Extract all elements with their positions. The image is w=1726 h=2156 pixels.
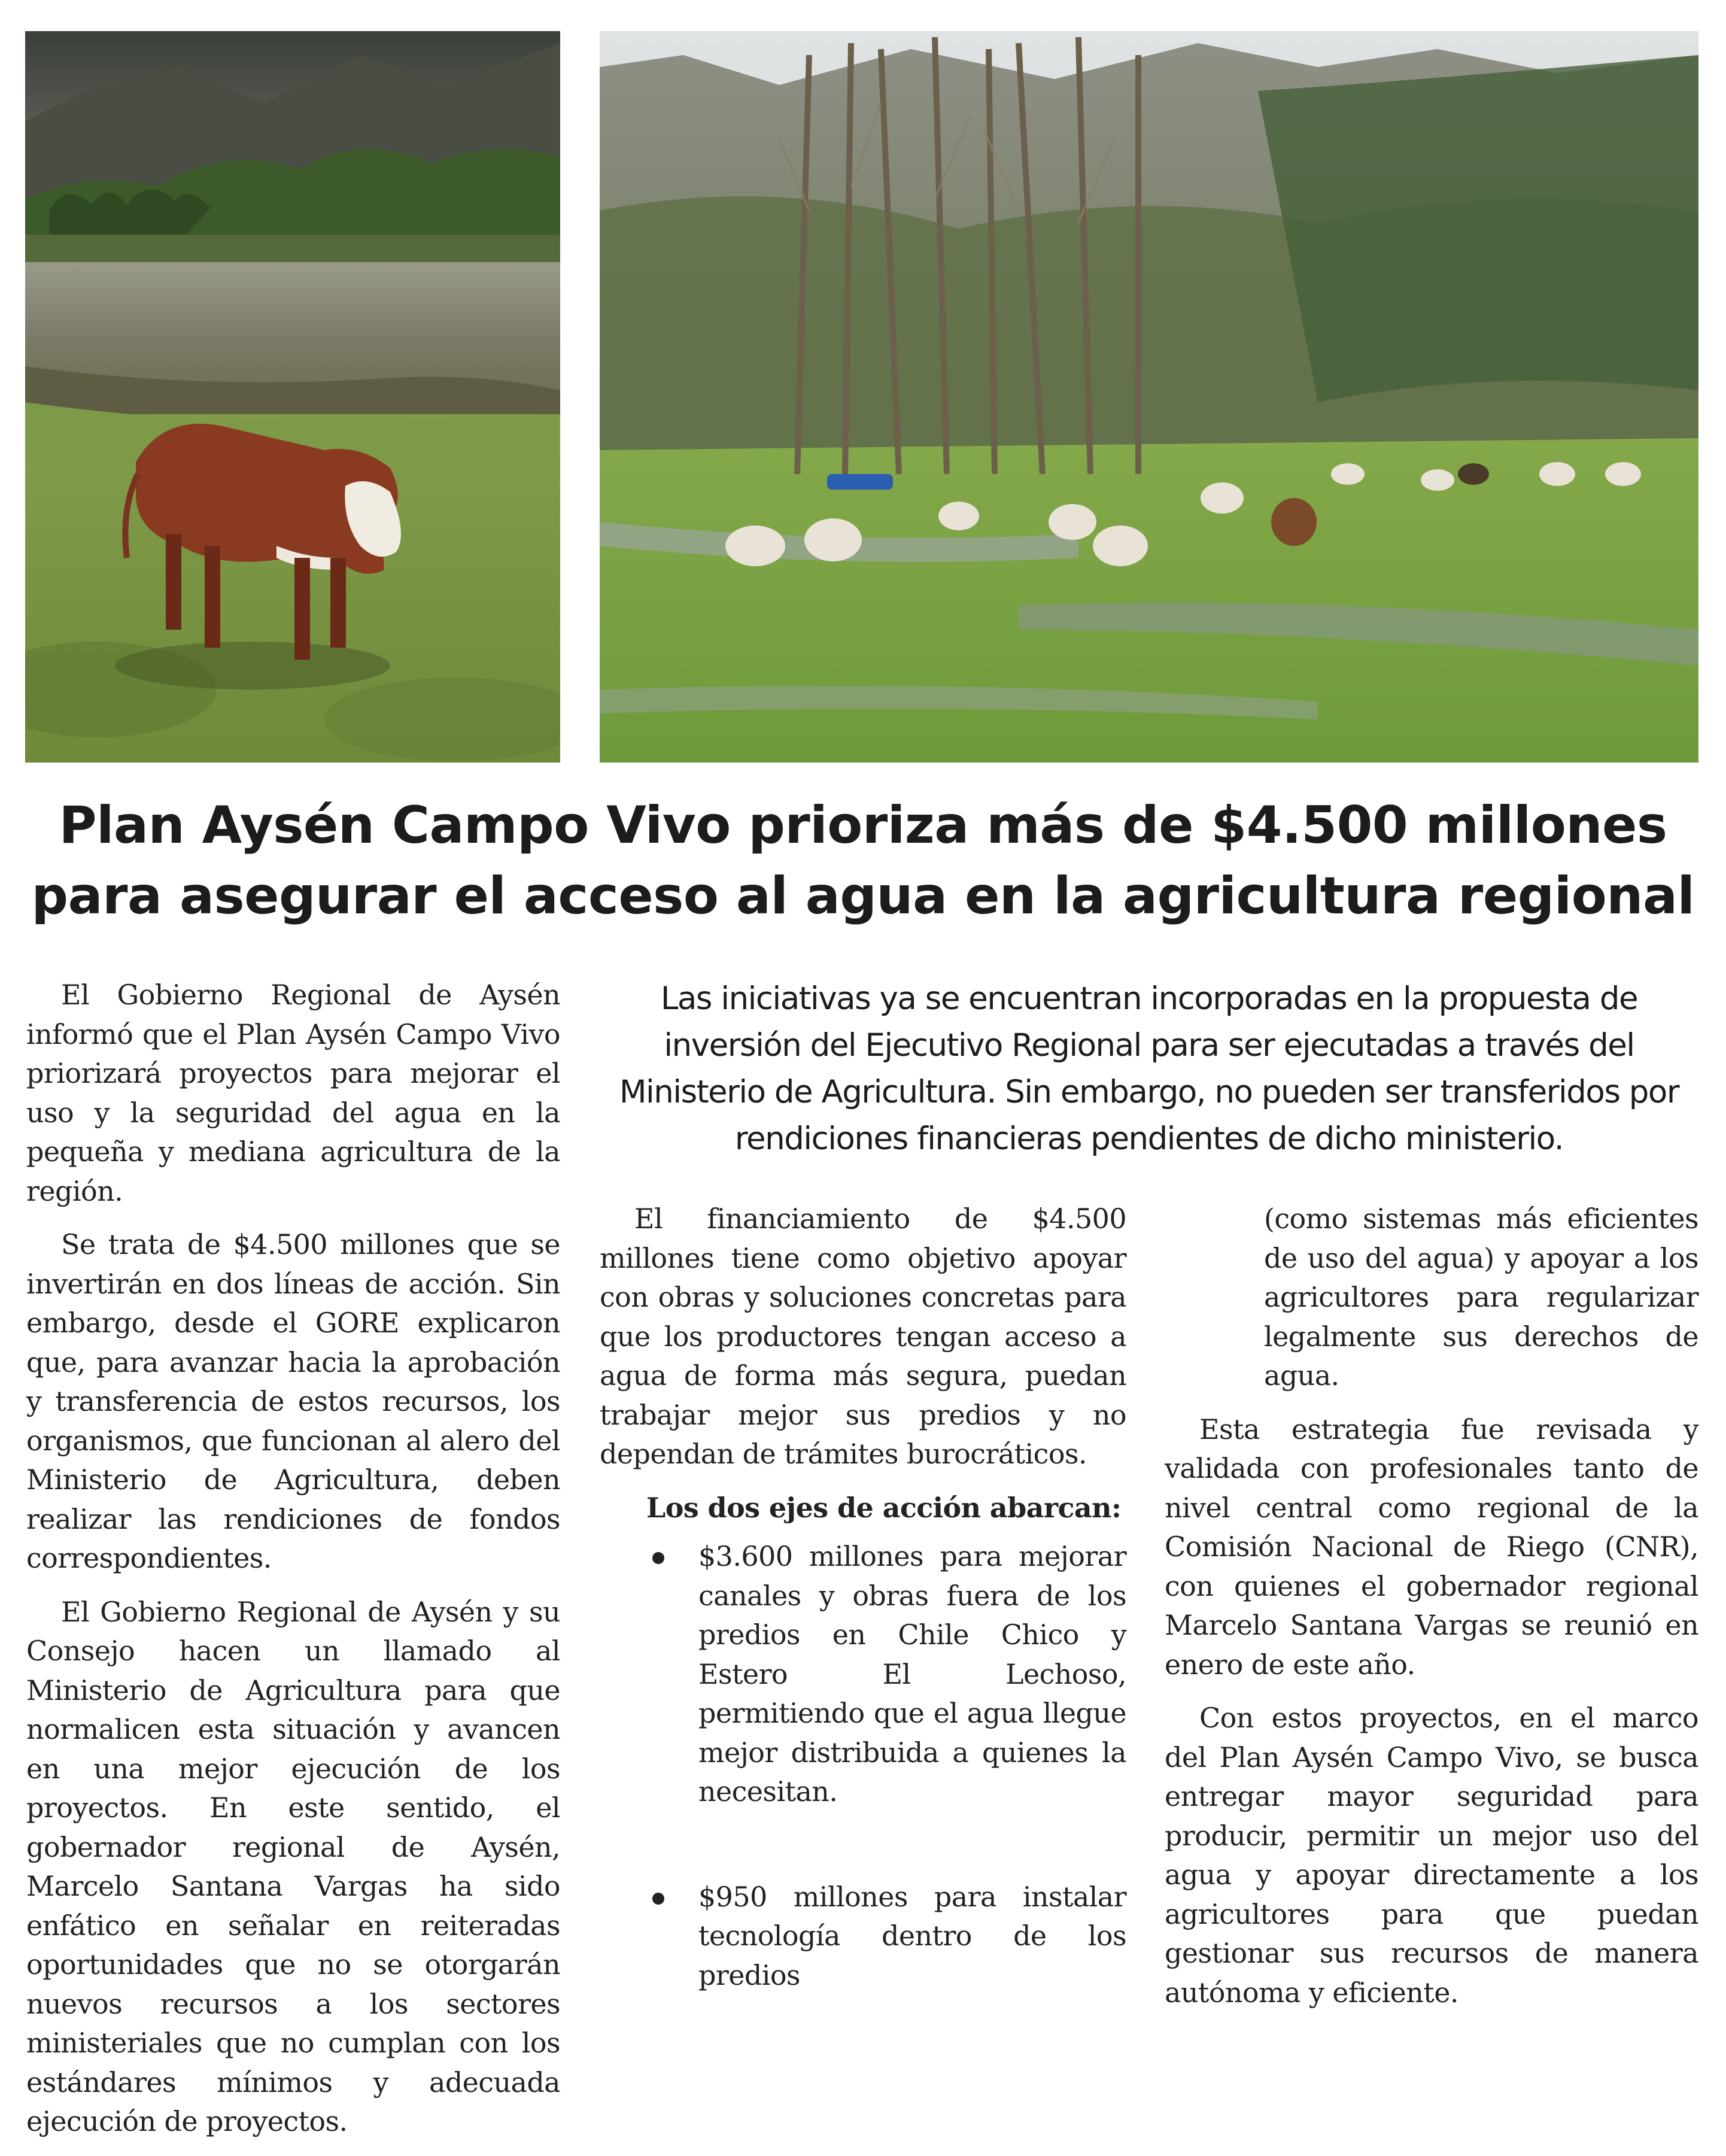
headline-line-2: para asegurar el acceso al agua en la agricultura regional [31, 866, 1695, 926]
lead-line: Las iniciativas ya se encuentran incorporadas en la propuesta de [660, 980, 1638, 1017]
body-paragraph: Esta estrategia fue revisada y validada con profesionales tanto de nivel central como regional de la Comisión Nacional de Riego (CNR), con quienes el gobernador regional Marcelo Santana Vargas se reunió en enero de este año. [1165, 1413, 1698, 1681]
article-column-3 [1165, 1200, 1698, 2027]
lead-line: Ministerio de Agricultura. Sin embargo, no pueden ser transferidos por [619, 1074, 1679, 1110]
headline-line-1: Plan Aysén Campo Vivo prioriza más de $4.500 millones [59, 795, 1667, 855]
body-paragraph: El financiamiento de $4.500 millones tiene como objetivo apoyar con obras y soluciones concretas para que los productores tengan acceso a agua de forma más segura, puedan trabajar mejor sus predios y no dependan de trámites burocráticos. [600, 1202, 1126, 1470]
list-item [600, 1537, 1126, 1812]
bullet-icon [652, 1893, 664, 1905]
body-paragraph: (como sistemas más eficientes de uso del agua) y apoyar a los agricultores para regularizar legalmente sus derechos de agua. [1264, 1202, 1698, 1392]
body-paragraph: Se trata de $4.500 millones que se invertirán en dos líneas de acción. Sin embargo, desde el GORE explicaron que, para avanzar hacia la aprobación y transferencia de estos recursos, los organismos, que funcionan al alero del Ministerio de Agricultura, deben realizar las rendiciones de fondos correspondientes. [26, 1228, 560, 1574]
list-item-text: $3.600 millones para mejorar canales y obras fuera de los predios en Chile Chico y Estero El Lechoso, permitiendo que el agua llegue mejor distribuida a quienes la necesitan. [698, 1540, 1126, 1808]
bullet-icon [652, 1552, 664, 1564]
axes-heading: Los dos ejes de acción abarcan: [646, 1491, 1122, 1524]
body-paragraph: El Gobierno Regional de Aysén informó que el Plan Aysén Campo Vivo priorizará proyectos para mejorar el uso y la seguridad del agua en la pequeña y mediana agricultura de la región. [26, 979, 560, 1207]
headline [24, 790, 1702, 931]
lead-line: inversión del Ejecutivo Regional para ser ejecutadas a través del [664, 1027, 1634, 1064]
lead-line: rendiciones financieras pendientes de dicho ministerio. [734, 1120, 1564, 1157]
body-paragraph: Con estos proyectos, en el marco del Plan Aysén Campo Vivo, se busca entregar mayor seguridad para producir, permitir un mejor uso del agua y apoyar directamente a los agricultores para que puedan gestionar sus recursos de manera autónoma y eficiente. [1165, 1702, 1698, 2009]
body-paragraph: El Gobierno Regional de Aysén y su Consejo hacen un llamado al Ministerio de Agricultura para que normalicen esta situación y avancen en una mejor ejecución de los proyectos. En este sentido, el gobernador regional de Aysén, Marcelo Santana Vargas ha sido enfático en señalar en reiteradas oportunidades que no se otorgarán nuevos recursos a los sectores ministeriales que no cumplan con los estándares mínimos y adecuada ejecución de proyectos. [26, 1595, 560, 2137]
article-column-2 [600, 1200, 1126, 2061]
cow-photo [25, 31, 560, 763]
axes-list [600, 1537, 1126, 1995]
lead-paragraph [600, 976, 1698, 1162]
list-item [600, 1878, 1126, 1996]
list-item-text: $950 millones para instalar tecnología dentro de los predios [698, 1880, 1126, 1991]
sheep-pasture-photo [600, 31, 1698, 763]
article-column-1 [26, 976, 560, 2156]
